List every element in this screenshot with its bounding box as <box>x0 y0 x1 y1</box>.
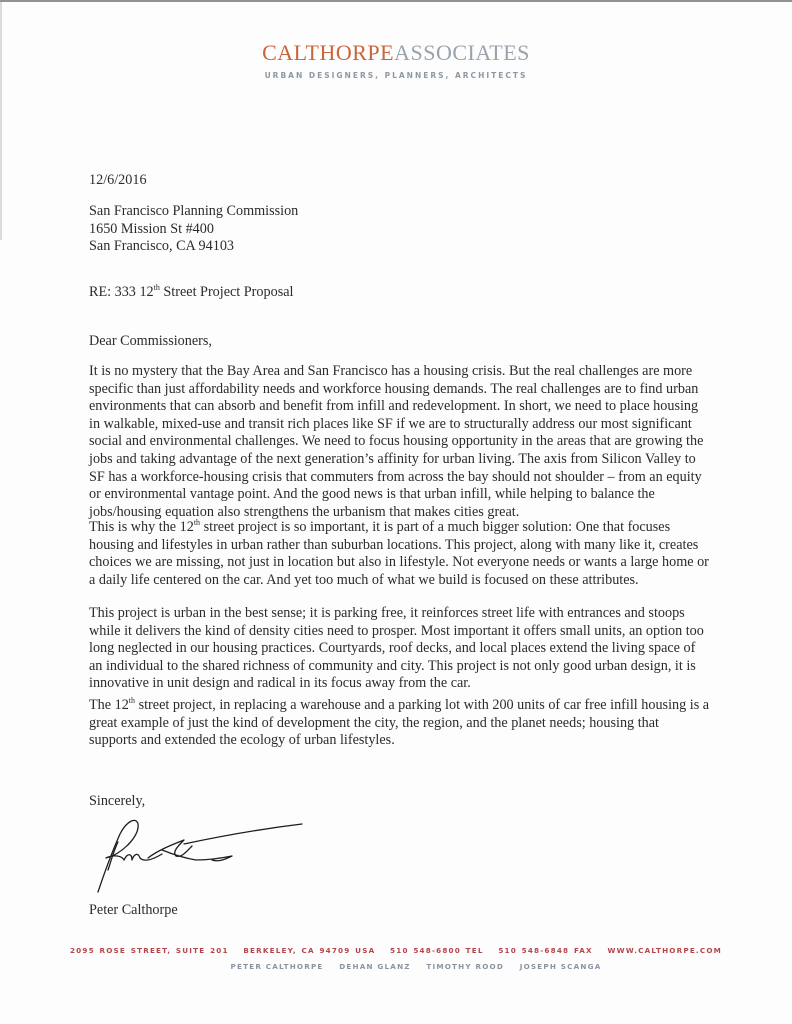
text-line: social and environmental challenges. We need to focus housing opportunity in the areas that are growing the <box>89 433 704 450</box>
text-line: or environmental vantage point. And the good news is that urban infill, while helping to balance the <box>89 486 655 503</box>
text-fragment: This is why the 12 <box>89 519 194 535</box>
text-line: jobs/housing equation also strengthens the urbanism that makes cities great. <box>89 503 520 520</box>
footer-address: 2095 ROSE STREET, SUITE 201 <box>69 946 229 955</box>
scan-edge <box>0 0 2 240</box>
salutation: Dear Commissioners, <box>89 333 212 349</box>
text-line: an individual to the shared richness of community and city. This project is not only good urban design, it is <box>89 657 696 674</box>
text-line: environments that can absorb and benefit from infill and redevelopment. In short, we need to place housing <box>89 398 699 415</box>
closing: Sincerely, <box>89 793 146 809</box>
text-line: housing and lifestyles in urban rather than suburban locations. This project, along with many like it, creates <box>89 536 699 553</box>
footer-city: BERKELEY, CA 94709 USA <box>243 946 376 955</box>
text-line: great example of just the kind of development the city, the region, and the planet needs; housing that <box>89 714 659 731</box>
paragraph-1 <box>89 363 714 521</box>
text-line: supports and extended the ecology of urban lifestyles. <box>89 732 395 749</box>
footer-principals <box>20 962 792 971</box>
letter-date: 12/6/2016 <box>89 172 147 188</box>
paragraph-4 <box>89 697 714 750</box>
text-line <box>89 697 714 715</box>
text-line: while it delivers the kind of density cities need to prosper. Most important it offers small units, an option too <box>89 622 704 639</box>
scan-edge <box>0 0 792 2</box>
text-line: choices we are missing, not just in location but also in lifestyle. Not everyone needs or wants a large home or <box>89 554 709 571</box>
recipient-street: 1650 Mission St #400 <box>89 220 214 237</box>
recipient-name: San Francisco Planning Commission <box>89 203 299 219</box>
brand-logo <box>0 40 792 66</box>
brand-tagline: URBAN DESIGNERS, PLANNERS, ARCHITECTS <box>264 71 528 80</box>
subject-line <box>89 284 293 302</box>
footer-contact <box>0 946 792 955</box>
text-line: innovative in unit design and radical in its focus away from the car. <box>89 675 471 692</box>
handwritten-signature <box>92 814 312 896</box>
recipient-city: San Francisco, CA 94103 <box>89 238 235 255</box>
principal-name: TIMOTHY ROOD <box>426 962 504 971</box>
principal-name: JOSEPH SCANGA <box>519 962 602 971</box>
text-line: jobs and taking advantage of the next generation’s affinity for urban living. The axis from Silicon Valley to <box>89 450 696 467</box>
brand-name-part2: ASSOCIATES <box>394 40 530 65</box>
subject-rest: Street Project Proposal <box>159 284 294 300</box>
subject-prefix: RE: 333 12 <box>89 284 154 300</box>
letterhead <box>0 40 792 80</box>
superscript: th <box>193 518 201 527</box>
text-line: in walkable, mixed-use and transit rich places like SF if we are to structurally address our most significant <box>89 415 692 432</box>
footer-website: WWW.CALTHORPE.COM <box>607 946 722 955</box>
text-line: This project is urban in the best sense; it is parking free, it reinforces street life with entrances and stoops <box>89 605 685 621</box>
principal-name: DEHAN GLANZ <box>339 962 411 971</box>
paragraph-2 <box>89 519 714 589</box>
text-line: a daily life centered on the car. And yet too much of what we build is focused on these attributes. <box>89 571 639 588</box>
text-fragment: street project, in replacing a warehouse and a parking lot with 200 units of car free infill housing is a <box>135 697 710 713</box>
text-line: It is no mystery that the Bay Area and San Francisco has a housing crisis. But the real challenges are more <box>89 363 693 379</box>
superscript: th <box>128 696 136 705</box>
signer-name: Peter Calthorpe <box>89 902 178 918</box>
brand-name-part1: CALTHORPE <box>262 40 395 65</box>
paragraph-3 <box>89 605 714 693</box>
recipient-address <box>89 203 298 256</box>
text-fragment: street project is so important, it is part of a much bigger solution: One that focuses <box>200 519 671 535</box>
text-line: specific than just affordability needs and workforce housing demands. The real challenges are to find urban <box>89 380 699 397</box>
principal-name: PETER CALTHORPE <box>230 962 324 971</box>
text-line <box>89 519 714 537</box>
text-line: long neglected in our housing practices. Courtyards, roof decks, and local places extend the living space of <box>89 640 696 657</box>
text-fragment: The 12 <box>89 697 129 713</box>
text-line: SF has a workforce-housing crisis that commuters from across the bay should not shoulder – from an equity <box>89 468 702 485</box>
subject-superscript: th <box>153 283 160 292</box>
footer-tel: 510 548-6800 TEL <box>390 946 484 955</box>
footer-fax: 510 548-6848 FAX <box>498 946 593 955</box>
